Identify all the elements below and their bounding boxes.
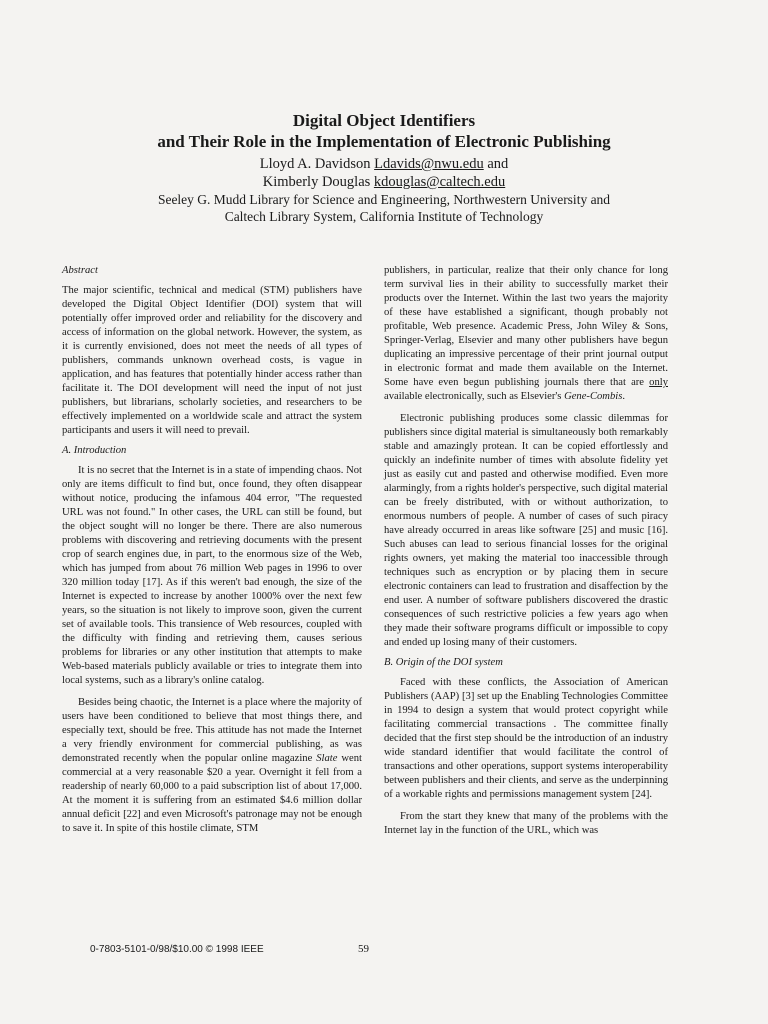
author-line-2 xyxy=(0,173,768,191)
affiliation-line-2: Caltech Library System, California Institute of Technology xyxy=(224,209,544,224)
abstract-heading: Abstract xyxy=(62,265,98,276)
introduction-heading: A. Introduction xyxy=(62,445,127,456)
author-1-name: Lloyd A. Davidson xyxy=(259,156,371,172)
abstract-text: The major scientific, technical and medical (STM) publishers have developed the Digital Object Identifier (DOI) system that will potentially offer improved order and reliability for the discovery and access of information on the global network. However, the system, as it is currently envisioned, does not meet the needs of all types of publishers, commands unknown overhead costs, is vague in application, and has features that potentially hinder access rather than facilitate it. The DOI development will need the input of not just publishers, but librarians, scholarly societies, and researchers to be effectively implemented on a worldwide scale and attract the system participants and users it will need to prevail. xyxy=(62,285,362,436)
paper-title-line-2: and Their Role in the Implementation of Electronic Publishing xyxy=(157,132,611,151)
right-p1-text-b: available electronically, such as Elsevier's xyxy=(384,391,565,402)
introduction-paragraph-2 xyxy=(62,696,362,836)
author-2-email[interactable]: kdouglas@caltech.edu xyxy=(373,174,506,190)
right-paragraph-1 xyxy=(384,264,668,404)
affiliation-line-1: Seeley G. Mudd Library for Science and Engineering, Northwestern University and xyxy=(157,192,611,207)
author-1-email[interactable]: Ldavids@nwu.edu xyxy=(374,156,484,172)
introduction-paragraph-1: It is no secret that the Internet is in a state of impending chaos. Not only are items difficult to find but, once found, they often disappear without notice, producing the infamous 404 error, "The requested URL was not found." In other cases, the URL can still be found, but the object sought will no longer be there. There are also numerous problems with discovering and retrieving documents with the present crop of search engines due, in part, to the enormous size of the Web, which has jumped from about 76 million Web pages in 1996 to over 320 million today [17]. As if this weren't bad enough, the size of the Internet is expected to increase by another 1000% over the next few years, so the situation is not likely to improve soon, given the current set of available tools. This transience of Web resources, coupled with the difficulty with finding and retrieving them, causes serious problems for libraries or any other institution that attempts to make Web-based materials publicly available or tries to integrate them into local systems, such as a library's online catalog. xyxy=(62,465,362,686)
copyright-footer: 0-7803-5101-0/98/$10.00 © 1998 IEEE xyxy=(90,944,264,955)
only-emphasis: only xyxy=(649,377,668,388)
right-paragraph-2: Electronic publishing produces some classic dilemmas for publishers since digital material is simultaneously both remarkably stable and amazingly protean. It can be copied effortlessly and quickly an indefinite number of times with absolute fidelity yet just as easily cut and pasted and otherwise modified. Even more alarmingly, from a rights holder's perspective, such digital material can be freely distributed, with or without authorization, to enormous numbers of people. A number of cases of such piracy have already occurred in areas like software [25] and music [16]. Such abuses can lead to serious financial losses for the original rights owners, yet making the material too inaccessible through techniques such as encryption or by placing them in secure electronic containers can lead to frustration and disaffection by the end user. A number of software publishers discovered the drastic consequences of such restrictive policies a few years ago when they made their software programs difficult or impossible to copy and ended up losing many of their customers. xyxy=(384,413,668,648)
gene-combis-title: Gene-Combis xyxy=(564,391,623,402)
intro-p2-text-a: Besides being chaotic, the Internet is a place where the majority of users have been conditioned to believe that most things there, and especially text, should be free. This attitude has not made the Internet a very friendly environment for commercial publishing, as was demonstrated recently when the popular online magazine xyxy=(62,697,362,764)
right-column xyxy=(384,264,668,844)
page-number: 59 xyxy=(358,943,369,955)
left-column xyxy=(62,264,362,842)
paper-header xyxy=(0,110,768,225)
right-p1-text-a: publishers, in particular, realize that their only chance for long term survival lies in their ability to successfully market their products over the Internet. Within the last two years the majority of these have established a significant, though probably not profitable, Web presence. Academic Press, John Wiley & Sons, Springer-Verlag, Elsevier and many other publishers have begun duplicating an impressive percentage of their print journal output in electronic format and made them available on the Internet. Some have even begun publishing journals there that are xyxy=(384,265,668,388)
right-paragraph-4: From the start they knew that many of the problems with the Internet lay in the function of the URL, which was xyxy=(384,811,668,836)
author-conjunction: and xyxy=(487,156,509,172)
slate-title: Slate xyxy=(316,753,338,764)
origin-heading: B. Origin of the DOI system xyxy=(384,657,503,668)
author-2-name: Kimberly Douglas xyxy=(262,174,371,190)
paper-title-line-1: Digital Object Identifiers xyxy=(292,111,476,130)
right-p1-text-end: . xyxy=(622,391,625,402)
intro-p2-text-b: went commercial at a very reasonable $20 a year. Overnight it fell from a readership of nearly 60,000 to a paid subscription list of about 17,000. At the moment it is suffering from an estimated $4.6 million dollar annual deficit [22] and even Microsoft's patronage may not be enough to save it. In spite of this hostile climate, STM xyxy=(62,753,362,834)
author-line-1 xyxy=(0,155,768,173)
right-paragraph-3: Faced with these conflicts, the Association of American Publishers (AAP) [3] set up the Enabling Technologies Committee in 1994 to design a system that would protect copyright while facilitating commercial transactions . The committee finally decided that the first step should be the introduction of an industry wide standard identifier that would facilitate the control of transactions and other operations, support systems interoperability between publishers and their clients, and serve as the underpinning of a workable rights and permissions management system [24]. xyxy=(384,677,668,800)
